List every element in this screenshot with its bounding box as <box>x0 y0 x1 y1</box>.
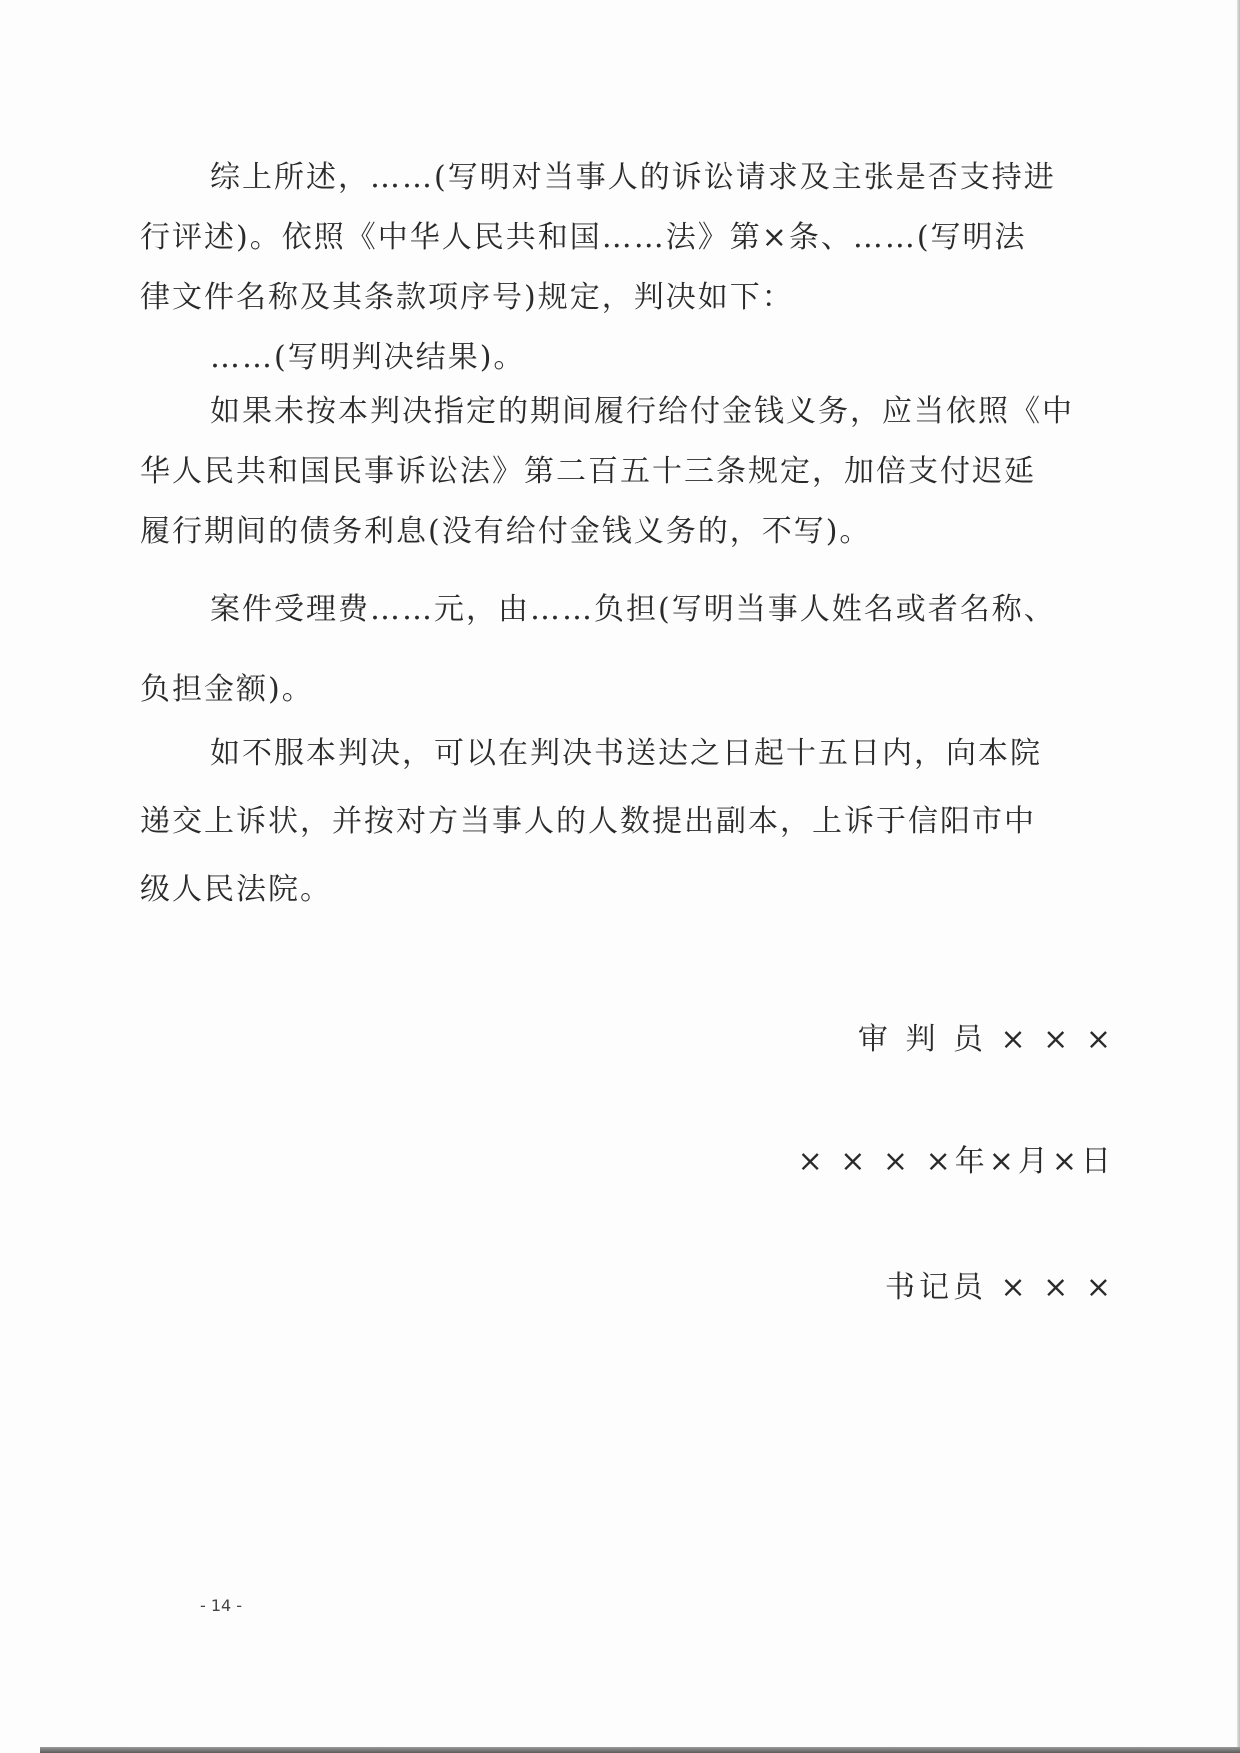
paragraph-1-line-2: 行评述)。依照《中华人民共和国……法》第×条、……(写明法 <box>140 220 1027 255</box>
signature-judge: 审 判 员 × × × <box>857 1022 1115 1057</box>
paragraph-5-line-1: 如不服本判决，可以在判决书送达之日起十五日内，向本院 <box>210 736 1042 771</box>
paragraph-3-line-2: 华人民共和国民事诉讼法》第二百五十三条规定，加倍支付迟延 <box>140 454 1036 489</box>
paragraph-3-line-3: 履行期间的债务利息(没有给付金钱义务的，不写)。 <box>140 514 872 549</box>
paragraph-1-line-1: 综上所述，……(写明对当事人的诉讼请求及主张是否支持进 <box>210 160 1056 195</box>
paragraph-4-line-1: 案件受理费……元，由……负担(写明当事人姓名或者名称、 <box>210 592 1056 627</box>
paragraph-5-line-3: 级人民法院。 <box>140 872 332 907</box>
paragraph-5-line-2: 递交上诉状，并按对方当事人的人数提出副本，上诉于信阳市中 <box>140 804 1036 839</box>
signature-clerk: 书记员 × × × <box>884 1270 1115 1305</box>
paragraph-1-line-3: 律文件名称及其条款项序号)规定，判决如下： <box>140 280 794 315</box>
page-number: - 14 - <box>200 1596 243 1615</box>
paragraph-4-line-2: 负担金额)。 <box>140 672 314 707</box>
scan-edge-bottom <box>40 1747 1240 1753</box>
paragraph-2-line-1: ……(写明判决结果)。 <box>210 340 526 375</box>
paragraph-3-line-1: 如果未按本判决指定的期间履行给付金钱义务，应当依照《中 <box>210 394 1074 429</box>
signature-date: × × × ×年×月×日 <box>797 1144 1115 1179</box>
